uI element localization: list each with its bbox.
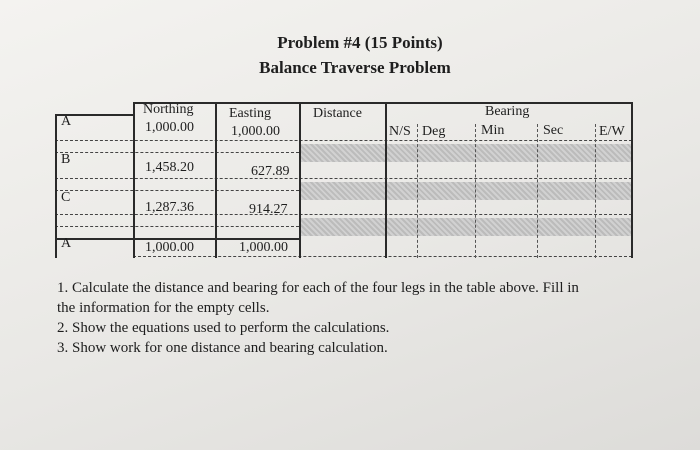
row-b-top-border [55,152,299,153]
right-border [631,102,633,258]
leg-row-ca [299,218,632,236]
leg-row-ab [299,144,632,162]
easting-value: 627.89 [251,164,290,179]
easting-column-border [299,102,301,258]
easting-value: 1,000.00 [239,240,288,255]
northing-header: Northing [143,102,194,117]
row-a-divider [55,140,632,141]
northing-value: 1,000.00 [145,240,194,255]
problem-subtitle: Balance Traverse Problem [259,58,451,77]
row-a2-top-border [55,226,299,227]
point-label: A [61,114,72,129]
row-b-divider [55,178,632,179]
bearing-header: Bearing [485,104,530,119]
sec-header: Sec [543,123,564,138]
easting-value: 914.27 [249,202,288,217]
point-label: B [61,152,71,167]
deg-header: Deg [422,124,446,139]
northing-value: 1,458.20 [145,160,194,175]
instruction-line: 2. Show the equations used to perform the calculations. [57,320,390,336]
instruction-line: 3. Show work for one distance and bearing calculation. [57,340,388,356]
instruction-line: the information for the empty cells. [57,300,270,316]
ew-header: E/W [599,124,625,139]
distance-column-border [385,102,387,258]
row-c-top-border [55,190,299,191]
instructions [57,278,647,358]
table-top-border [133,102,632,104]
min-column-border [537,124,538,258]
leg-row-bc [299,182,632,200]
table-bottom-border [133,256,632,257]
problem-title: Problem #4 (15 Points) [277,33,443,52]
northing-value: 1,287.36 [145,200,194,215]
point-label: A [61,236,72,251]
northing-column-border [215,102,217,258]
row-c-divider [55,214,632,215]
ns-header: N/S [389,124,411,139]
min-header: Min [481,123,505,138]
distance-header: Distance [313,106,362,121]
traverse-table [55,100,632,260]
easting-header: Easting [229,106,271,121]
point-column-border [133,102,135,258]
ns-column-border [417,124,418,258]
northing-value: 1,000.00 [145,120,194,135]
sec-column-border [595,124,596,258]
instruction-line: 1. Calculate the distance and bearing for each of the four legs in the table above. Fill in [57,280,579,296]
point-label: C [61,190,71,205]
deg-column-border [475,124,476,258]
left-border [55,114,57,258]
easting-value: 1,000.00 [231,124,280,139]
